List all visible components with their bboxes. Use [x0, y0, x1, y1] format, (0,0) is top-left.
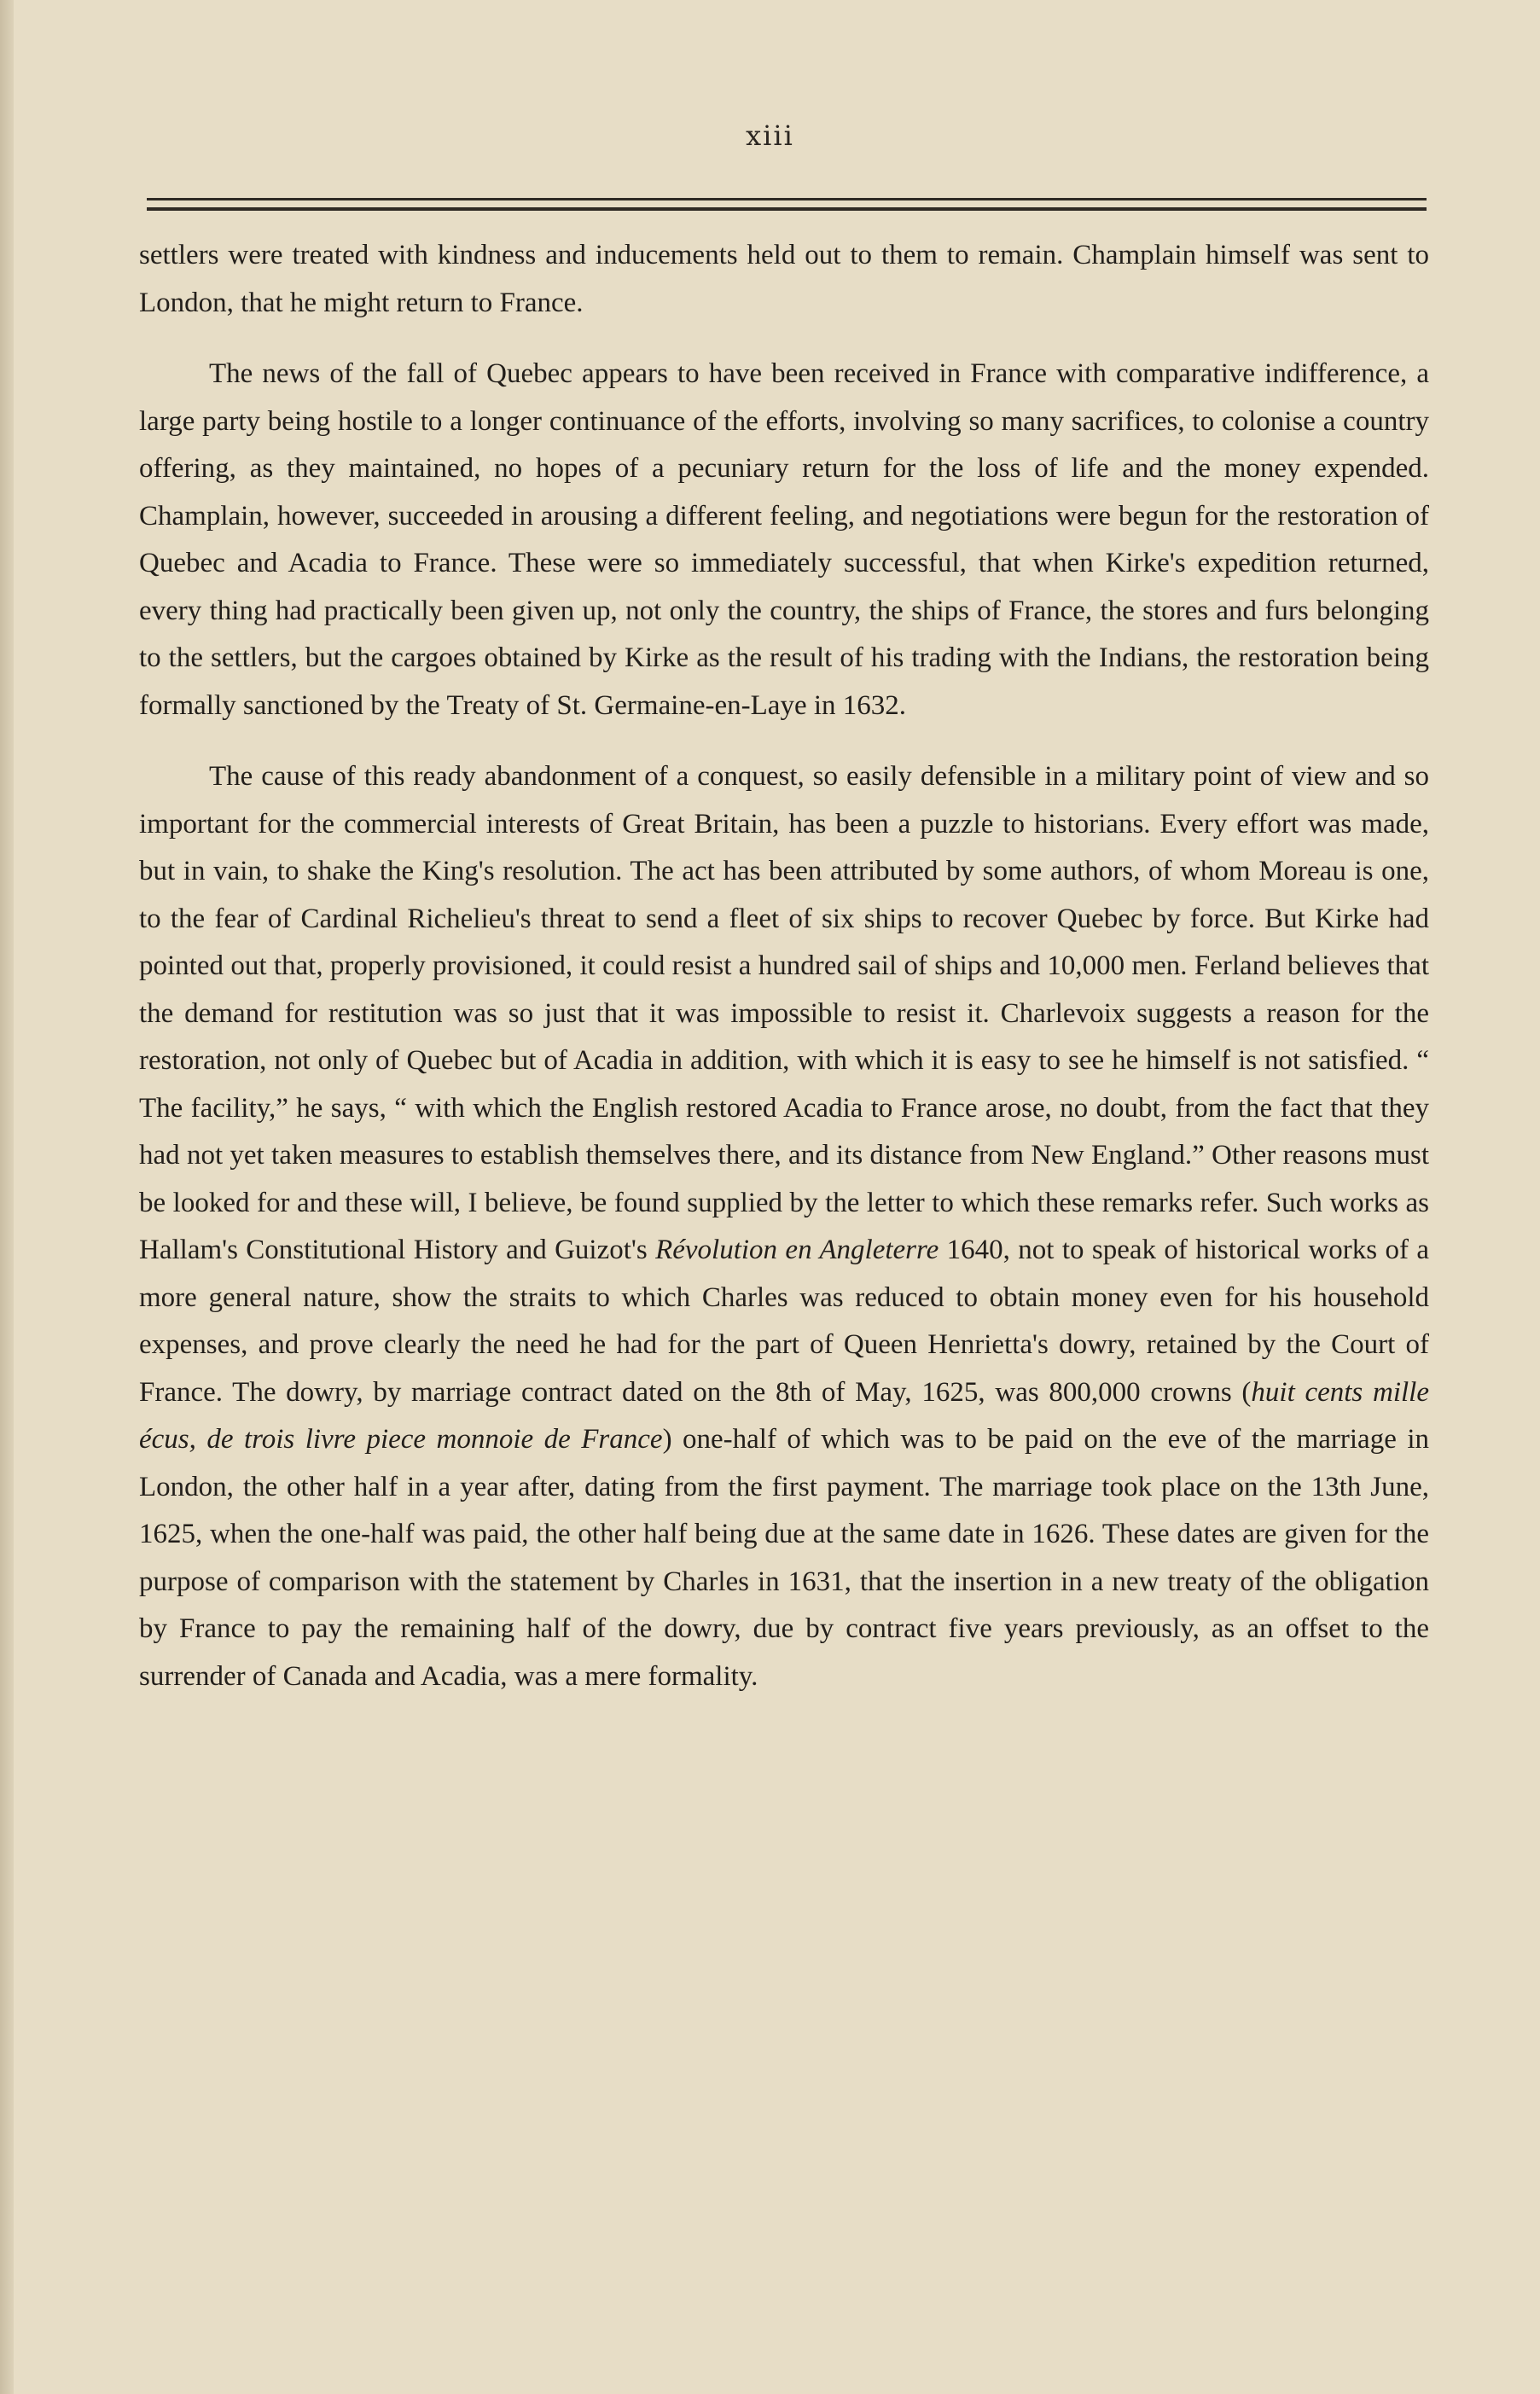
page-number: xiii	[746, 119, 794, 152]
paragraph-3-italic-phrase: huit cents mille écus, de trois livre piece monnoie de France	[139, 1376, 1429, 1455]
header-rule-thick	[147, 207, 1427, 211]
body-text	[139, 232, 1429, 1700]
paragraph-3-part-b: 1640, not to speak of historical works of a more general nature, show the straits to which Charles was reduced to obtain money even for his household expenses, and prove clearly the need he had for the part of Queen Henrietta's dowry, retained by the Court of France. The dowry, by marriage contract dated on the 8th of May, 1625, was 800,000 crowns (	[139, 1235, 1430, 1408]
paragraph-2: The news of the fall of Quebec appears to have been received in France with comparative indifference, a large party being hostile to a longer continuance of the efforts, involving so many sacrifices, to colonise a country offering, as they maintained, no hopes of a pecuniary return for the loss of life and the money expended. Champlain, however, succeeded in arousing a different feeling, and negotiations were begun for the restoration of Quebec and Acadia to France. These were so immediately successful, that when Kirke's expedition returned, every thing had practically been given up, not only the country, the ships of France, the stores and furs belonging to the settlers, but the cargoes obtained by Kirke as the result of his trading with the Indians, the restoration being formally sanctioned by the Treaty of St. Germaine-en-Laye in 1632.	[139, 358, 1429, 721]
paragraph-1: settlers were treated with kindness and inducements held out to them to remain. Champlain himself was sent to London, that he might return to France.	[139, 240, 1429, 318]
header-rule-thin	[147, 198, 1427, 200]
page-edge-shadow	[0, 0, 14, 2394]
paragraph-3	[139, 753, 1429, 1700]
paragraph-3-italic-title: Révolution en Angleterre	[655, 1235, 939, 1265]
paragraph-3-part-a: The cause of this ready abandonment of a conquest, so easily defensible in a military point of view and so important for the commercial interests of Great Britain, has been a puzzle to historians. Every effort was made, but in vain, to shake the King's resolution. The act has been attributed by some authors, of whom Moreau is one, to the fear of Cardinal Richelieu's threat to send a fleet of six ships to recover Quebec by force. But Kirke had pointed out that, properly provisioned, it could resist a hundred sail of ships and 10,000 men. Ferland believes that the demand for restitution was so just that it was impossible to resist it. Charlevoix suggests a reason for the restoration, not only of Quebec but of Acadia in addition, with which it is easy to see he himself is not satisfied. “ The facility,” he says, “ with which the English restored Acadia to France arose, no doubt, from the fact that they had not yet taken measures to establish themselves there, and its distance from New England.” Other reasons must be looked for and these will, I believe, be found supplied by the letter to which these remarks refer. Such works as Hallam's Constitutional History and Guizot's	[139, 761, 1429, 1265]
paragraph-3-part-c: ) one-half of which was to be paid on the eve of the marriage in London, the other half in a year after, dating from the first payment. The marriage took place on the 13th June, 1625, when the one-half was paid, the other half being due at the same date in 1626. These dates are given for the purpose of comparison with the statement by Charles in 1631, that the insertion in a new treaty of the obligation by France to pay the remaining half of the dowry, due by contract five years previously, as an offset to the surrender of Canada and Acadia, was a mere formality.	[139, 1424, 1429, 1692]
